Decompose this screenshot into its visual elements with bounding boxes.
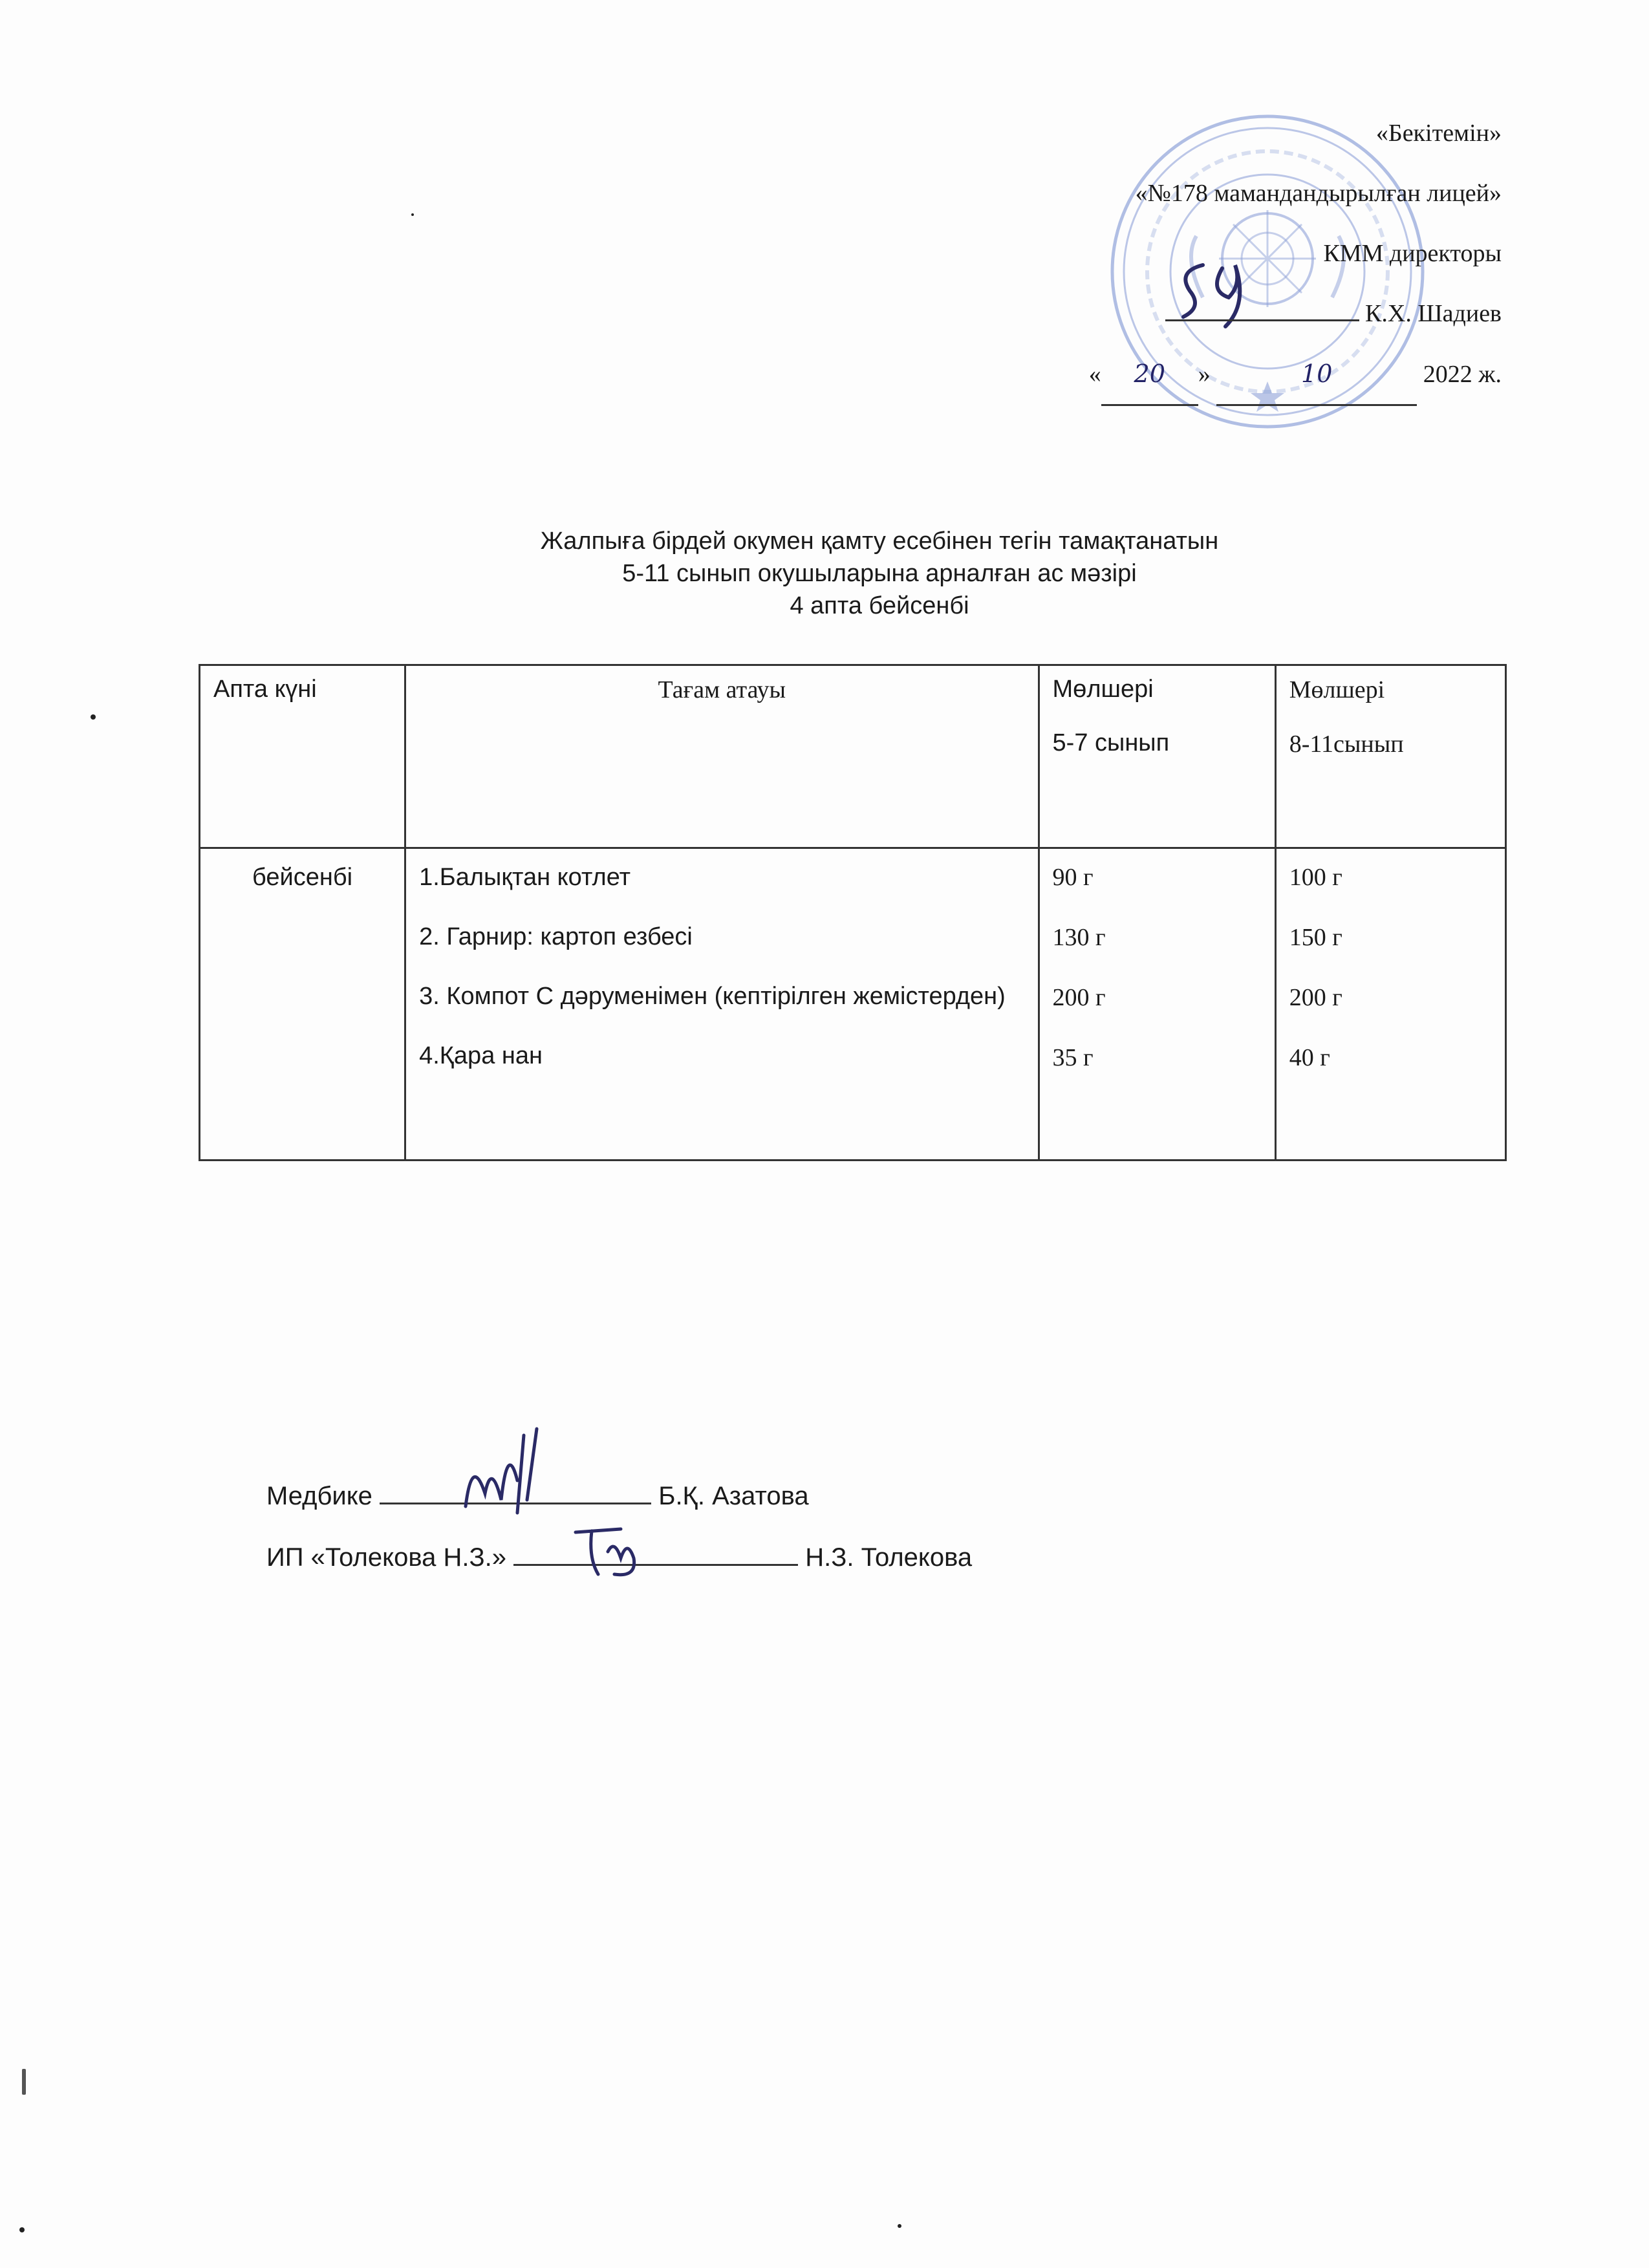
qty-item: 150 г <box>1289 924 1342 951</box>
approval-block <box>790 103 1502 406</box>
header-qty-5-7: Мөлшері 5-7 сынып <box>1039 665 1275 848</box>
nurse-signature <box>446 1416 563 1519</box>
title-line-3: 4 апта бейсенбі <box>790 592 969 619</box>
school-name: «№178 мамандандырылған лицей» <box>1135 180 1502 207</box>
ip-signature <box>563 1513 666 1584</box>
qty-5-7-cell <box>1039 848 1275 1161</box>
qty-item: 200 г <box>1289 984 1342 1011</box>
director-name-line <box>790 284 1502 344</box>
dish-cell <box>405 848 1039 1161</box>
scan-speck <box>411 213 414 216</box>
dish-item: 4.Қара нан <box>419 1042 543 1069</box>
scan-speck <box>898 2224 901 2228</box>
dish-item: 2. Гарнир: картоп езбесі <box>419 923 693 950</box>
title-line-2: 5-11 сынып окушыларына арналған ас мәзірі <box>622 560 1137 587</box>
qty-item: 100 г <box>1289 864 1342 891</box>
date-month: 10 <box>1216 344 1417 406</box>
qty-item: 200 г <box>1052 984 1106 1011</box>
qty-8-11-cell <box>1275 848 1505 1161</box>
scan-speck <box>22 2069 26 2095</box>
nurse-label: Медбике <box>266 1482 372 1510</box>
director-name: К.Х. Шадиев <box>1365 300 1502 327</box>
title-line-1: Жалпыға бірдей окумен қамту есебінен тегін тамақтанатын <box>540 528 1219 555</box>
menu-table <box>199 664 1507 1161</box>
header-qty-8-11: Мөлшері 8-11сынып <box>1275 665 1505 848</box>
ip-label: ИП «Толекова Н.З.» <box>266 1543 506 1572</box>
header-dish: Тағам атауы <box>405 665 1039 848</box>
date-day: 20 <box>1101 344 1198 406</box>
dish-item: 3. Компот С дәруменімен (кептірілген жемістерден) <box>419 983 1006 1010</box>
scan-speck <box>19 2227 25 2232</box>
approval-line: «Бекітемін» <box>1375 120 1502 147</box>
ip-name: Н.З. Толекова <box>805 1543 973 1572</box>
date-year: 2022 ж. <box>1423 361 1502 388</box>
director-title: КММ директоры <box>1323 240 1502 267</box>
nurse-name: Б.Қ. Азатова <box>658 1482 809 1510</box>
page-title <box>362 525 1397 622</box>
qty-item: 40 г <box>1289 1044 1330 1071</box>
scan-speck <box>91 714 96 720</box>
qty-item: 90 г <box>1052 864 1094 891</box>
approval-date: « 20 » 10 2022 ж. <box>790 344 1502 406</box>
header-day: Апта күні <box>200 665 405 848</box>
dish-item: 1.Балықтан котлет <box>419 864 630 891</box>
table-header-row <box>200 665 1506 848</box>
qty-item: 130 г <box>1052 924 1106 951</box>
day-cell: бейсенбі <box>200 848 405 1161</box>
qty-item: 35 г <box>1052 1044 1094 1071</box>
table-row <box>200 848 1506 1161</box>
